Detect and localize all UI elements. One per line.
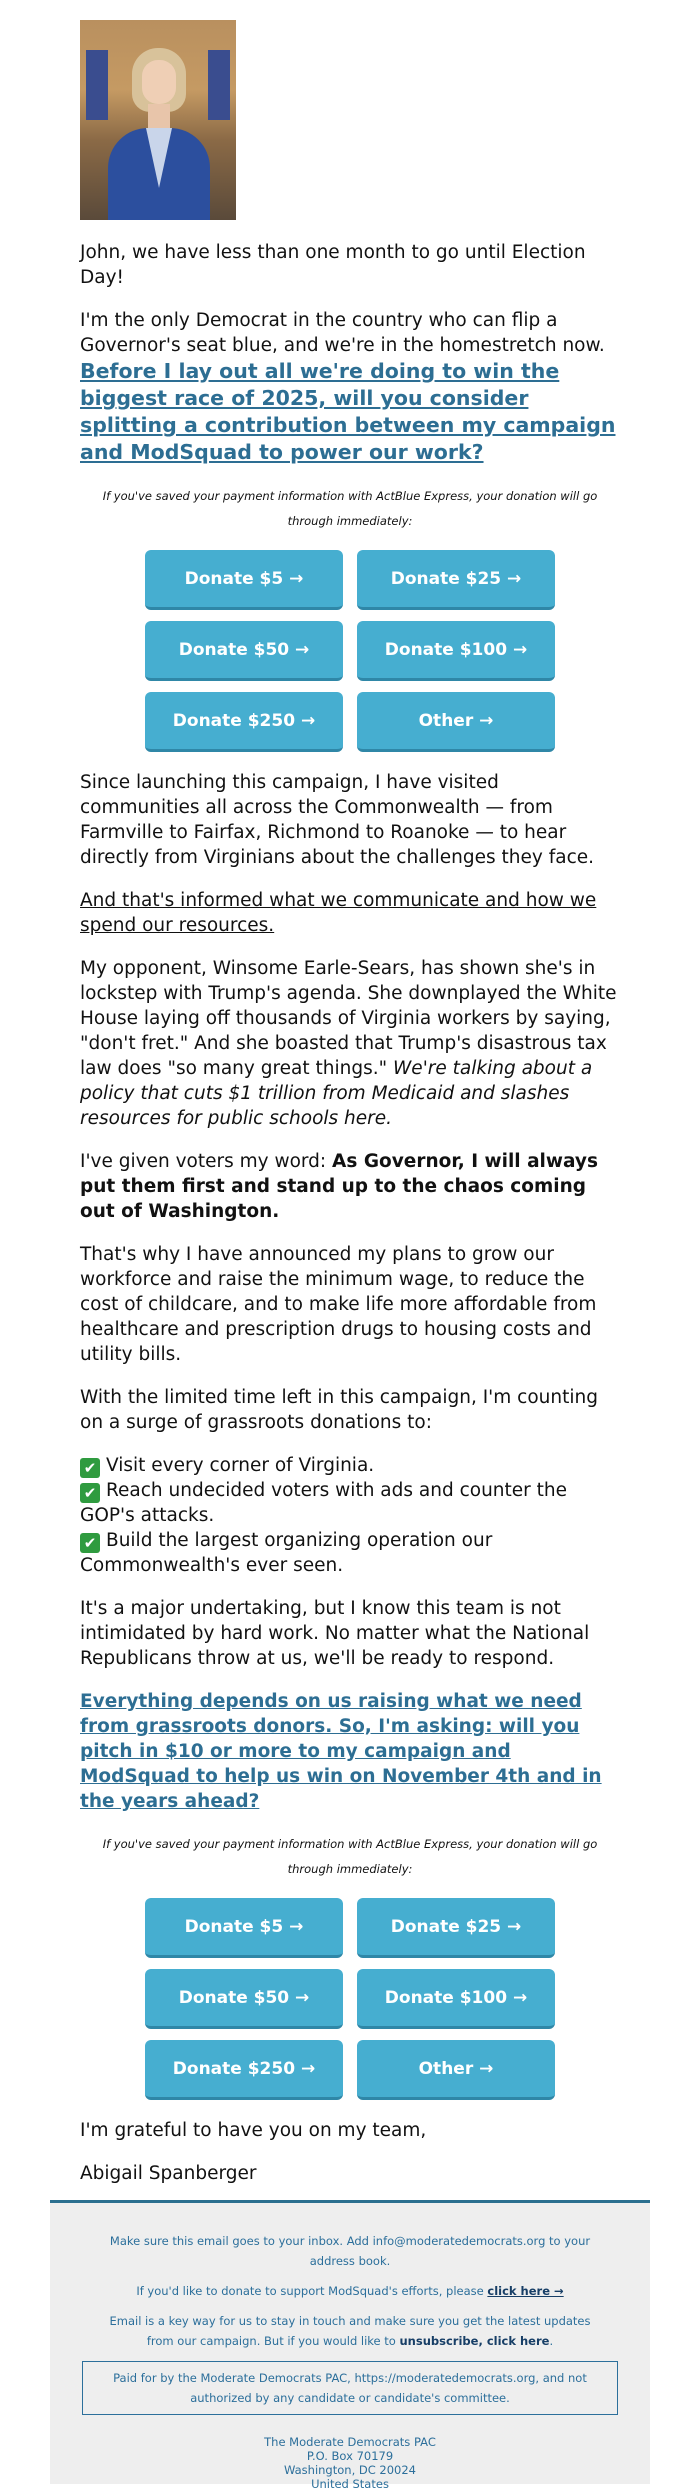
pitch-in-link[interactable]: Everything depends on us raising what we need from grassroots donors. So, I'm asking: will you pitch in $10 or more to my campaign and ModSquad to help us win on November 4th and in the years ahead? (80, 1691, 602, 1812)
unsubscribe-note: Email is a key way for us to stay in touch and make sure you get the latest updates from our campaign. But if you would like to unsubscribe, click here. (109, 2314, 591, 2348)
list-item: ✔ Visit every corner of Virginia. (80, 1453, 620, 1478)
checkmark-icon: ✔ (80, 1483, 100, 1503)
promise-paragraph: I've given voters my word: As Governor, I will always put them first and stand up to the chaos coming out of Washington. (80, 1151, 598, 1222)
donate-250-button[interactable]: Donate $250 → (145, 2040, 343, 2100)
signature: Abigail Spanberger (80, 2163, 257, 2184)
donate-100-button[interactable]: Donate $100 → (357, 621, 555, 681)
undertaking-paragraph: It's a major undertaking, but I know this team is not intimidated by hard work. No matter what the National Republicans throw at us, we'll be ready to respond. (80, 1598, 590, 1669)
closing-paragraph: I'm grateful to have you on my team, (80, 2120, 427, 2141)
donate-250-button[interactable]: Donate $250 → (145, 692, 343, 752)
grassroots-paragraph: With the limited time left in this campaign, I'm counting on a surge of grassroots donations to: (80, 1387, 598, 1433)
paid-for-disclaimer: Paid for by the Moderate Democrats PAC, https://moderatedemocrats.org, and not authorized by any candidate or candidate's committee. (82, 2361, 618, 2415)
resources-paragraph: And that's informed what we communicate and how we spend our resources. (80, 890, 597, 936)
ask-paragraph (80, 1689, 620, 1814)
donate-5-button[interactable]: Donate $5 → (145, 550, 343, 610)
support-note: If you'd like to donate to support ModSquad's efforts, please click here → (136, 2284, 564, 2298)
actblue-note: If you've saved your payment information with ActBlue Express, your donation will go through immediately: (102, 1837, 598, 1876)
donate-25-button[interactable]: Donate $25 → (357, 1898, 555, 1958)
donate-50-button[interactable]: Donate $50 → (145, 621, 343, 681)
donate-buttons-bottom (145, 1898, 555, 2100)
email-body (80, 20, 620, 2186)
checkmark-icon: ✔ (80, 1533, 100, 1553)
donate-other-button[interactable]: Other → (357, 2040, 555, 2100)
email-footer (50, 2200, 650, 2491)
greeting-paragraph: John, we have less than one month to go until Election Day! (80, 242, 586, 288)
inbox-note: Make sure this email goes to your inbox. Add info@moderatedemocrats.org to your address book. (109, 2234, 591, 2268)
plans-paragraph: That's why I have announced my plans to grow our workforce and raise the minimum wage, to reduce the cost of childcare, and to make life more affordable from healthcare and prescription drugs to housing costs and utility bills. (80, 1244, 597, 1365)
donate-100-button[interactable]: Donate $100 → (357, 1969, 555, 2029)
list-item: ✔ Reach undecided voters with ads and counter the GOP's attacks. (80, 1480, 568, 1526)
donate-5-button[interactable]: Donate $5 → (145, 1898, 343, 1958)
mailing-address: The Moderate Democrats PAC P.O. Box 70179 Washington, DC 20024 United States (264, 2435, 436, 2491)
donate-buttons-top (145, 550, 555, 752)
donate-50-button[interactable]: Donate $50 → (145, 1969, 343, 2029)
donate-other-button[interactable]: Other → (357, 692, 555, 752)
split-contribution-link[interactable]: Before I lay out all we're doing to win the biggest race of 2025, will you consider splitting a contribution between my campaign and ModSquad to power our work? (80, 359, 616, 464)
goals-list (80, 1453, 620, 1578)
checkmark-icon: ✔ (80, 1458, 100, 1478)
opponent-paragraph: My opponent, Winsome Earle-Sears, has shown she's in lockstep with Trump's agenda. She downplayed the White House laying off thousands of Virginia workers by saying, "don't fret." And she boasted that Trump's disastrous tax law does "so many great things." We're talking about a policy that cuts $1 trillion from Medicaid and slashes resources for public schools here. (80, 958, 617, 1129)
candidate-photo (80, 20, 236, 220)
support-link[interactable]: click here → (487, 2284, 564, 2298)
unsubscribe-link[interactable]: unsubscribe, click here (399, 2334, 550, 2348)
donate-25-button[interactable]: Donate $25 → (357, 550, 555, 610)
intro-paragraph: I'm the only Democrat in the country who can flip a Governor's seat blue, and we're in the homestretch now. Before I lay out all we're doing to win the biggest race of 2025, will you consider splitting a contribution between my campaign and ModSquad to power our work? (80, 310, 616, 464)
list-item: ✔ Build the largest organizing operation our Commonwealth's ever seen. (80, 1530, 493, 1576)
actblue-note: If you've saved your payment information with ActBlue Express, your donation will go through immediately: (102, 489, 598, 528)
campaign-paragraph: Since launching this campaign, I have visited communities all across the Commonwealth — from Farmville to Fairfax, Richmond to Roanoke — to hear directly from Virginians about the challenges they face. (80, 772, 595, 868)
